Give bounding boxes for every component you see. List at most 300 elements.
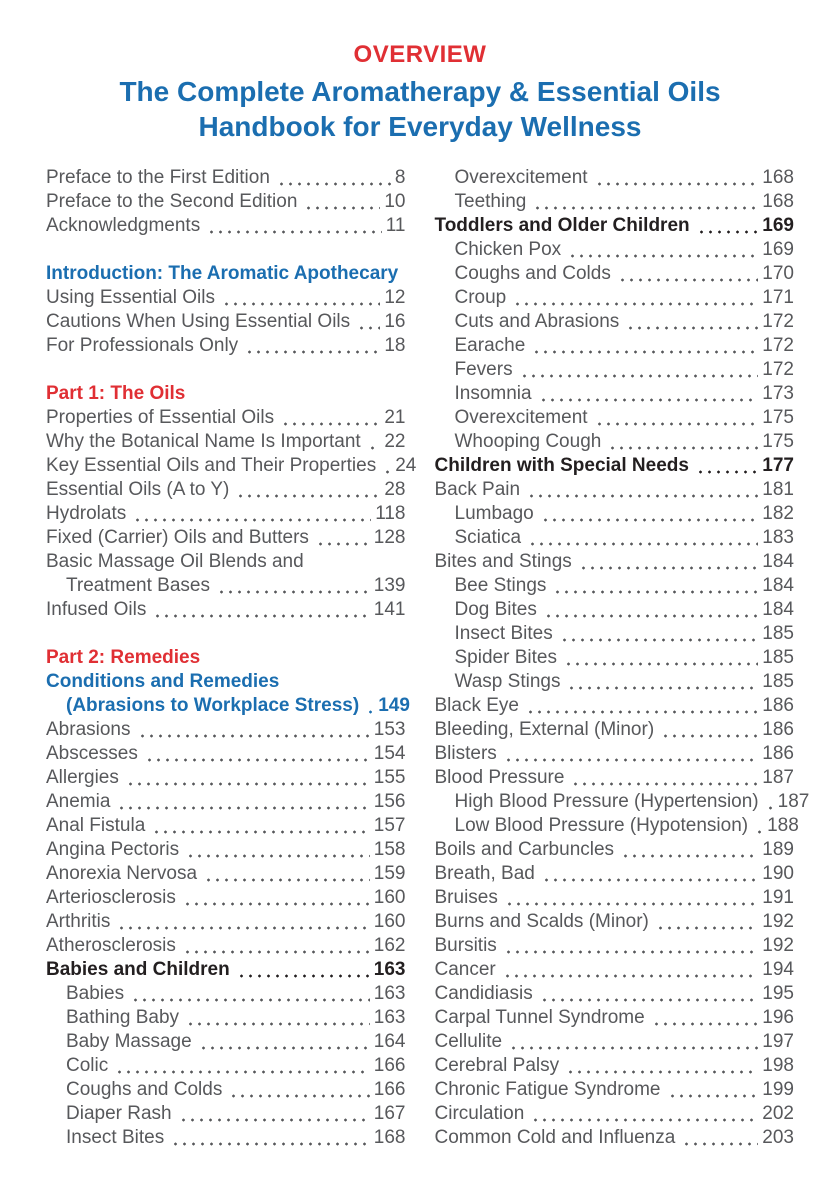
leader-dots (526, 694, 758, 718)
toc-entry-label: Part 1: The Oils (46, 383, 186, 404)
leader-dots (652, 1006, 759, 1030)
toc-entry-page: 202 (762, 1103, 794, 1124)
toc-entry-label: Basic Massage Oil Blends and (46, 551, 304, 572)
toc-entry-page: 170 (762, 263, 794, 284)
toc-entry-label: Babies and Children (46, 959, 230, 980)
leader-dots (579, 550, 758, 574)
toc-entry (435, 838, 795, 862)
toc-entry (46, 1126, 406, 1150)
toc-entry-page: 185 (762, 671, 794, 692)
toc-entry-page: 159 (373, 863, 406, 884)
leader-dots (542, 862, 758, 886)
toc-entry-label: Fixed (Carrier) Oils and Butters (46, 527, 309, 548)
toc-entry-page: 186 (762, 695, 794, 716)
toc-entry (435, 1030, 795, 1054)
leader-dots (682, 1126, 758, 1150)
toc-entry-label: Arteriosclerosis (46, 887, 176, 908)
toc-entry-label: Baby Massage (66, 1031, 192, 1052)
toc-entry (435, 550, 795, 574)
toc-entry-page: 192 (762, 911, 794, 932)
toc-entry-page: 12 (384, 287, 406, 308)
toc-entry-page: 160 (373, 911, 406, 932)
leader-dots (621, 838, 758, 862)
toc-entry (46, 1102, 406, 1126)
toc-entry-label: Anorexia Nervosa (46, 863, 198, 884)
toc-entry-page: 16 (384, 311, 406, 332)
leader-dots (229, 1078, 369, 1102)
toc-entry (435, 598, 795, 622)
toc-section-heading (46, 262, 406, 286)
leader-dots (126, 766, 370, 790)
toc-section-heading (46, 694, 410, 718)
leader-dots (217, 574, 370, 598)
toc-entry-label: Blood Pressure (434, 767, 565, 788)
toc-entry-page: 184 (762, 551, 794, 572)
toc-entry (46, 334, 406, 358)
leader-dots (186, 1006, 370, 1030)
toc-entry-page: 18 (384, 335, 406, 356)
leader-dots (183, 886, 370, 910)
toc-entry-label: Breath, Bad (434, 863, 535, 884)
toc-entry-label: Angina Pectoris (46, 839, 180, 860)
leader-dots (608, 430, 758, 454)
toc-entry-label: Abscesses (46, 743, 138, 764)
leader-dots (304, 190, 380, 214)
toc-entry-page: 195 (762, 983, 794, 1004)
toc-entry (46, 862, 406, 886)
leader-dots (509, 1030, 758, 1054)
book-title-line1: The Complete Aromatherapy & Essential Oils (119, 76, 721, 107)
toc-entry-label: Cautions When Using Essential Oils (46, 311, 351, 332)
toc-entry-page: 128 (373, 527, 406, 548)
toc-entry-page: 24 (395, 455, 417, 476)
toc-entry (435, 214, 795, 238)
toc-entry-label: Allergies (46, 767, 119, 788)
toc-entry-label: Earache (454, 335, 526, 356)
leader-dots (568, 238, 758, 262)
toc-entry (46, 1006, 406, 1030)
leader-dots (571, 766, 758, 790)
leader-dots (504, 934, 759, 958)
toc-entry-label: Hydrolats (46, 503, 127, 524)
leader-dots (505, 886, 758, 910)
toc-entry-page: 160 (373, 887, 406, 908)
toc-entry (435, 910, 795, 934)
toc-entry-label: Essential Oils (A to Y) (46, 479, 230, 500)
toc-entry (46, 1054, 406, 1078)
toc-entry-label: Chronic Fatigue Syndrome (434, 1079, 661, 1100)
toc-entry (435, 262, 795, 286)
toc-entry-label: Insect Bites (66, 1127, 165, 1148)
toc-entry-page: 166 (373, 1055, 406, 1076)
toc-entry (435, 358, 795, 382)
toc-entry-page: 164 (373, 1031, 406, 1052)
toc-entry (435, 478, 795, 502)
toc-entry-page: 172 (762, 335, 794, 356)
toc-entry (46, 526, 406, 550)
leader-dots (668, 1078, 759, 1102)
leader-dots (245, 334, 380, 358)
toc-entry (435, 934, 795, 958)
toc-entry-page: 163 (373, 959, 406, 980)
toc-entry (46, 478, 406, 502)
toc-entry-label: Anemia (46, 791, 111, 812)
toc-entry-label: Burns and Scalds (Minor) (434, 911, 649, 932)
toc-entry-page: 11 (385, 215, 406, 236)
toc-entry-label: Toddlers and Older Children (434, 215, 690, 236)
toc-entry-label: Candidiasis (434, 983, 533, 1004)
toc-entry (46, 1078, 406, 1102)
toc-entry-label: Wasp Stings (454, 671, 561, 692)
toc-entry-label: Preface to the First Edition (46, 167, 270, 188)
leader-dots (520, 358, 759, 382)
toc-entry-label: Abrasions (46, 719, 131, 740)
leader-dots (566, 1054, 758, 1078)
leader-dots (115, 1054, 370, 1078)
leader-dots (532, 334, 758, 358)
toc-entry-page: 197 (762, 1031, 794, 1052)
book-title-line2: Handbook for Everyday Wellness (198, 111, 642, 142)
toc-entry-label: (Abrasions to Workplace Stress) (66, 695, 360, 716)
toc-entry-label: Low Blood Pressure (Hypotension) (454, 815, 749, 836)
leader-dots (133, 502, 371, 526)
toc-entry (435, 958, 795, 982)
toc-entry (435, 862, 795, 886)
toc-entry (435, 646, 795, 670)
toc-entry (435, 406, 795, 430)
leader-dots (656, 910, 758, 934)
toc-entry-page: 175 (762, 431, 794, 452)
leader-dots (697, 214, 759, 238)
toc-entry-page: 168 (762, 191, 794, 212)
leader-dots (544, 598, 758, 622)
toc-entry-label: Fevers (454, 359, 513, 380)
toc-entry-page: 173 (762, 383, 794, 404)
leader-dots (179, 1102, 370, 1126)
leader-dots (138, 718, 370, 742)
toc-entry (46, 766, 406, 790)
toc-entry-page: 190 (762, 863, 794, 884)
leader-dots (281, 406, 380, 430)
toc-entry-page: 153 (373, 719, 406, 740)
toc-entry (435, 190, 795, 214)
toc-entry (46, 430, 406, 454)
toc-entry (46, 958, 406, 982)
toc-entry-label: Properties of Essential Oils (46, 407, 275, 428)
toc-entry-label: Bathing Baby (66, 1007, 180, 1028)
toc-entry-page: 199 (762, 1079, 794, 1100)
toc-entry-page: 139 (373, 575, 406, 596)
toc-entry-page: 156 (373, 791, 406, 812)
toc-entry-label: Cuts and Abrasions (454, 311, 620, 332)
toc-entry-page: 157 (373, 815, 406, 836)
overview-heading: OVERVIEW (353, 41, 487, 68)
toc-entry-page: 141 (373, 599, 406, 620)
toc-entry-label: Cerebral Palsy (434, 1055, 560, 1076)
toc-entry (46, 910, 406, 934)
toc-entry-page: 189 (762, 839, 794, 860)
toc-entry-page: 10 (384, 191, 406, 212)
toc-entry-page: 194 (762, 959, 794, 980)
leader-dots (560, 622, 759, 646)
toc-entry-label: Cancer (434, 959, 496, 980)
leader-dots (183, 934, 370, 958)
toc-entry-label: Acknowledgments (46, 215, 201, 236)
toc-entry-page: 182 (762, 503, 794, 524)
toc-entry-label: Why the Botanical Name Is Important (46, 431, 361, 452)
toc-section-heading (46, 670, 406, 694)
leader-dots (316, 526, 370, 550)
toc-entry-page: 154 (373, 743, 406, 764)
leader-dots (755, 814, 763, 838)
toc-entry-label: Treatment Bases (66, 575, 210, 596)
toc-entry (435, 766, 795, 790)
toc-columns (0, 166, 840, 1150)
toc-entry (46, 718, 406, 742)
toc-entry-page: 185 (762, 647, 794, 668)
toc-entry (46, 886, 406, 910)
toc-entry (435, 742, 795, 766)
toc-entry (435, 502, 795, 526)
toc-entry-page: 155 (373, 767, 406, 788)
toc-entry-page: 191 (762, 887, 794, 908)
toc-entry (435, 454, 795, 478)
toc-entry-label: Circulation (434, 1103, 525, 1124)
toc-entry (435, 1006, 795, 1030)
toc-entry-page: 192 (762, 935, 794, 956)
toc-entry-label: Whooping Cough (454, 431, 602, 452)
leader-dots (541, 502, 759, 526)
leader-dots (366, 694, 374, 718)
leader-dots (277, 166, 391, 190)
toc-entry-label: Teething (454, 191, 527, 212)
toc-entry-label: Part 2: Remedies (46, 647, 201, 668)
toc-entry-page: 183 (762, 527, 794, 548)
toc-entry-label: Croup (454, 287, 507, 308)
toc-entry (435, 238, 795, 262)
leader-dots (527, 478, 758, 502)
toc-entry-label: Key Essential Oils and Their Properties (46, 455, 377, 476)
toc-entry-label: Colic (66, 1055, 109, 1076)
toc-entry-label: Introduction: The Aromatic Apothecary (46, 263, 399, 284)
toc-entry-page: 203 (762, 1127, 794, 1148)
toc-entry-page: 8 (394, 167, 406, 188)
toc-entry-label: Back Pain (434, 479, 521, 500)
toc-entry (435, 334, 795, 358)
toc-entry (46, 406, 406, 430)
toc-entry-page: 181 (762, 479, 794, 500)
toc-entry-label: Children with Special Needs (434, 455, 689, 476)
toc-entry (435, 430, 795, 454)
toc-entry-label: Overexcitement (454, 167, 588, 188)
toc-entry (46, 838, 406, 862)
toc-entry (435, 526, 795, 550)
toc-entry (435, 790, 810, 814)
toc-entry (435, 886, 795, 910)
toc-entry (46, 1030, 406, 1054)
toc-entry-label: Bee Stings (454, 575, 547, 596)
toc-column-left (46, 166, 417, 1150)
toc-entry-label: Carpal Tunnel Syndrome (434, 1007, 645, 1028)
toc-entry-page: 162 (373, 935, 406, 956)
toc-entry-page: 166 (373, 1079, 406, 1100)
toc-entry-label: For Professionals Only (46, 335, 239, 356)
toc-entry-label: Overexcitement (454, 407, 588, 428)
toc-entry (46, 190, 406, 214)
leader-dots (595, 406, 759, 430)
toc-entry (435, 1054, 795, 1078)
toc-entry (46, 790, 406, 814)
leader-dots (152, 814, 370, 838)
leader-dots (357, 310, 380, 334)
toc-column-right (434, 166, 810, 1150)
toc-entry (435, 286, 795, 310)
toc-entry-label: Lumbago (454, 503, 534, 524)
toc-entry-label: Preface to the Second Edition (46, 191, 298, 212)
toc-entry-page: 167 (373, 1103, 406, 1124)
toc-entry-label: High Blood Pressure (Hypertension) (454, 791, 759, 812)
toc-entry-label: Using Essential Oils (46, 287, 215, 308)
toc-entry-label: Coughs and Colds (454, 263, 611, 284)
leader-dots (567, 670, 758, 694)
leader-dots (236, 478, 380, 502)
leader-dots (513, 286, 758, 310)
leader-dots (528, 526, 758, 550)
toc-entry-page: 188 (767, 815, 799, 836)
toc-entry-label: Spider Bites (454, 647, 557, 668)
toc-entry (435, 982, 795, 1006)
toc-entry (435, 1126, 795, 1150)
toc-entry-label: Bursitis (434, 935, 497, 956)
toc-section-heading (46, 382, 406, 406)
toc-entry-label: Sciatica (454, 527, 522, 548)
toc-entry (435, 622, 795, 646)
toc-entry-label: Atherosclerosis (46, 935, 176, 956)
leader-dots (626, 310, 758, 334)
leader-dots (237, 958, 370, 982)
toc-entry-label: Common Cold and Influenza (434, 1127, 676, 1148)
toc-entry-label: Bruises (434, 887, 498, 908)
toc-entry (435, 814, 799, 838)
toc-entry-page: 198 (762, 1055, 794, 1076)
toc-entry (46, 814, 406, 838)
toc-entry-label: Babies (66, 983, 125, 1004)
leader-dots (145, 742, 370, 766)
leader-dots (533, 190, 758, 214)
toc-entry-page: 149 (378, 695, 410, 716)
leader-dots (222, 286, 380, 310)
toc-entry-page: 168 (373, 1127, 406, 1148)
leader-dots (766, 790, 774, 814)
leader-dots (564, 646, 758, 670)
toc-entry (46, 574, 406, 598)
toc-entry (435, 1102, 795, 1126)
toc-entry (46, 214, 406, 238)
leader-dots (117, 910, 369, 934)
toc-entry-label: Chicken Pox (454, 239, 562, 260)
toc-entry (435, 574, 795, 598)
toc-entry-label: Boils and Carbuncles (434, 839, 615, 860)
toc-entry-page: 22 (384, 431, 406, 452)
toc-entry-page: 28 (384, 479, 406, 500)
toc-entry (46, 934, 406, 958)
leader-dots (696, 454, 758, 478)
toc-entry-page: 169 (762, 215, 794, 236)
toc-entry-label: Cellulite (434, 1031, 503, 1052)
toc-entry-label: Anal Fistula (46, 815, 146, 836)
toc-entry-page: 118 (375, 503, 406, 524)
toc-entry-page: 187 (777, 791, 810, 812)
toc-entry-label: Coughs and Colds (66, 1079, 223, 1100)
toc-entry (46, 286, 406, 310)
toc-entry-page: 168 (762, 167, 794, 188)
toc-entry (435, 670, 795, 694)
toc-entry-page: 186 (762, 743, 794, 764)
book-title (0, 74, 840, 144)
leader-dots (661, 718, 758, 742)
toc-entry-page: 185 (762, 623, 794, 644)
toc-entry-label: Black Eye (434, 695, 519, 716)
toc-entry (435, 718, 795, 742)
leader-dots (553, 574, 758, 598)
leader-dots (131, 982, 370, 1006)
toc-entry-page: 21 (384, 407, 406, 428)
leader-dots (171, 1126, 370, 1150)
toc-entry-label: Diaper Rash (66, 1103, 172, 1124)
toc-entry-label: Arthritis (46, 911, 111, 932)
toc-entry (435, 694, 795, 718)
toc-entry-page: 172 (762, 359, 794, 380)
toc-entry-page: 169 (762, 239, 794, 260)
toc-entry (46, 742, 406, 766)
toc-entry-label: Bites and Stings (434, 551, 572, 572)
leader-dots (383, 454, 391, 478)
toc-entry (46, 550, 406, 574)
toc-entry (435, 166, 795, 190)
toc-entry (435, 382, 795, 406)
toc-entry (46, 502, 406, 526)
leader-dots (204, 862, 370, 886)
toc-entry-page: 158 (373, 839, 406, 860)
toc-entry-page: 187 (762, 767, 794, 788)
leader-dots (207, 214, 382, 238)
page-header (0, 0, 840, 144)
leader-dots (618, 262, 758, 286)
toc-entry-label: Conditions and Remedies (46, 671, 280, 692)
toc-entry-label: Dog Bites (454, 599, 537, 620)
toc-entry (46, 166, 406, 190)
toc-entry-page: 175 (762, 407, 794, 428)
leader-dots (153, 598, 369, 622)
leader-dots (503, 958, 759, 982)
leader-dots (186, 838, 370, 862)
leader-dots (539, 382, 759, 406)
leader-dots (504, 742, 759, 766)
leader-dots (117, 790, 369, 814)
toc-entry-page: 163 (373, 1007, 406, 1028)
leader-dots (368, 430, 381, 454)
toc-entry (46, 598, 406, 622)
leader-dots (531, 1102, 758, 1126)
toc-entry (46, 982, 406, 1006)
leader-dots (595, 166, 759, 190)
toc-entry-label: Insect Bites (454, 623, 553, 644)
toc-entry-label: Infused Oils (46, 599, 147, 620)
toc-entry-page: 163 (373, 983, 406, 1004)
leader-dots (199, 1030, 370, 1054)
toc-entry-page: 196 (762, 1007, 794, 1028)
toc-entry (46, 310, 406, 334)
